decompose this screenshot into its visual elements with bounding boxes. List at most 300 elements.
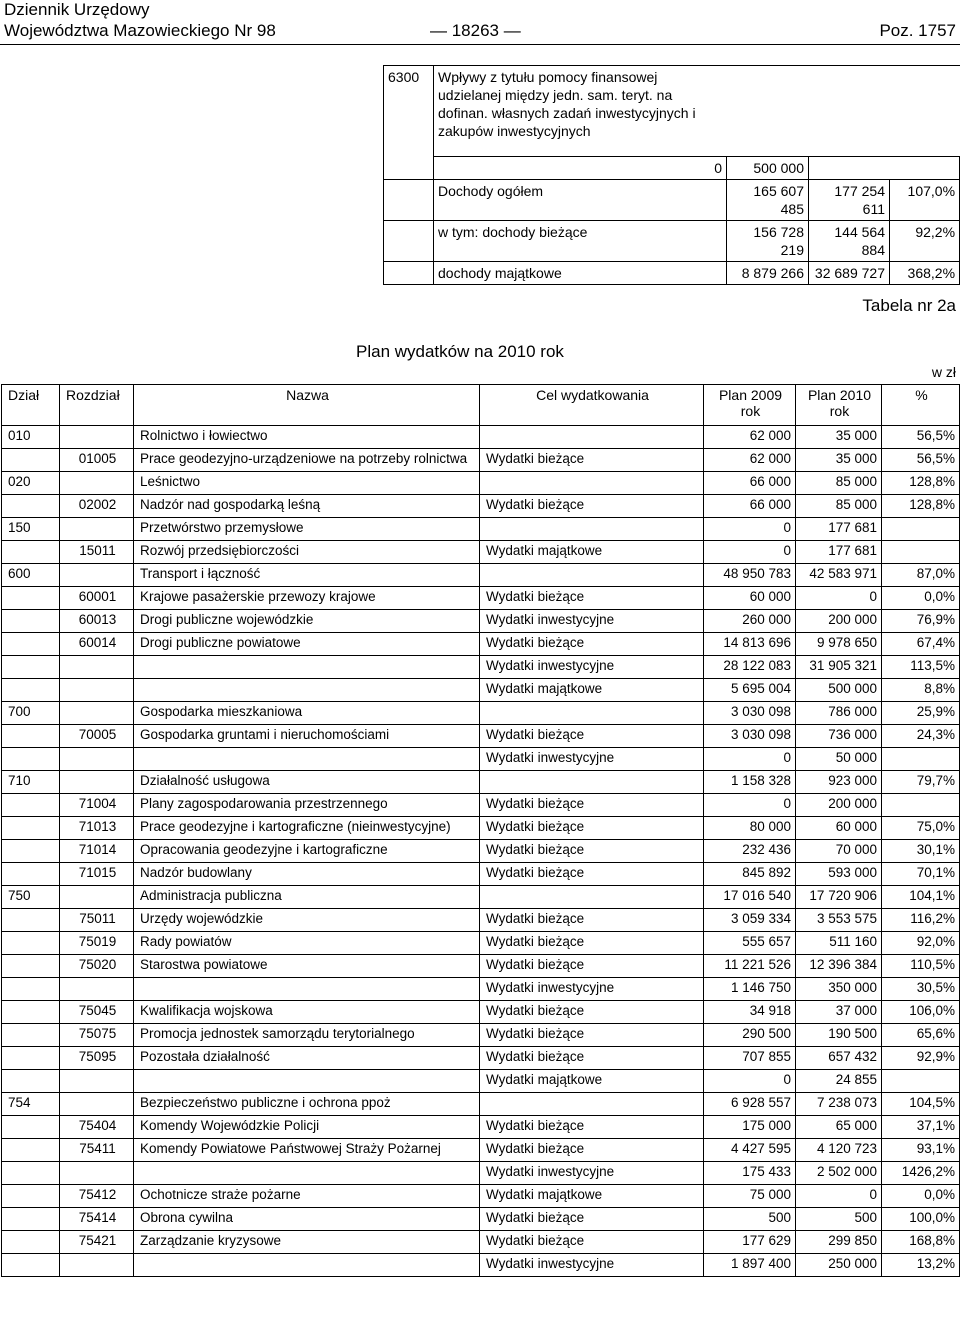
cell-rozdzial: 71014	[60, 840, 134, 863]
cell-plan2010: 250 000	[796, 1254, 882, 1277]
cell-plan2009: 0	[704, 518, 796, 541]
cell-plan2009: 1 897 400	[704, 1254, 796, 1277]
cell-dzial	[2, 633, 60, 656]
cell-plan2009: 66 000	[704, 472, 796, 495]
cell-cel	[480, 472, 704, 495]
cell-nazwa: Transport i łączność	[134, 564, 480, 587]
cell-nazwa	[134, 1162, 480, 1185]
cell-pct: 75,0%	[882, 817, 960, 840]
cell-plan2009: 290 500	[704, 1024, 796, 1047]
cell-cel: Wydatki bieżące	[480, 955, 704, 978]
income-row-6300-amounts	[384, 157, 960, 180]
income-total-row	[384, 221, 960, 262]
cell-plan2010: 60 000	[796, 817, 882, 840]
cell-nazwa: Rolnictwo i łowiectwo	[134, 426, 480, 449]
cell-pct	[882, 794, 960, 817]
cell-cel: Wydatki bieżące	[480, 449, 704, 472]
cell-plan2010: 923 000	[796, 771, 882, 794]
cell-nazwa: Komendy Powiatowe Państwowej Straży Pożarnej	[134, 1139, 480, 1162]
table-row	[2, 449, 960, 472]
table-row	[2, 1185, 960, 1208]
cell-rozdzial: 71013	[60, 817, 134, 840]
cell-pct: 0,0%	[882, 587, 960, 610]
cell-plan2010: 350 000	[796, 978, 882, 1001]
cell-rozdzial: 71004	[60, 794, 134, 817]
cell-plan2009: 14 813 696	[704, 633, 796, 656]
cell-plan2009: 6 928 557	[704, 1093, 796, 1116]
cell-rozdzial	[60, 656, 134, 679]
table-row	[2, 633, 960, 656]
income-total-c: 368,2%	[890, 262, 960, 285]
cell-plan2010: 85 000	[796, 495, 882, 518]
cell-cel	[480, 702, 704, 725]
cell-pct: 92,0%	[882, 932, 960, 955]
cell-pct: 104,1%	[882, 886, 960, 909]
cell-cel	[480, 564, 704, 587]
cell-plan2010: 190 500	[796, 1024, 882, 1047]
cell-cel: Wydatki inwestycyjne	[480, 978, 704, 1001]
cell-dzial	[2, 1254, 60, 1277]
table-row	[2, 1139, 960, 1162]
table-row	[2, 886, 960, 909]
cell-plan2009: 62 000	[704, 426, 796, 449]
cell-plan2010: 7 238 073	[796, 1093, 882, 1116]
table-row	[2, 794, 960, 817]
cell-nazwa: Komendy Wojewódzkie Policji	[134, 1116, 480, 1139]
cell-cel	[480, 1093, 704, 1116]
cell-nazwa	[134, 1070, 480, 1093]
cell-rozdzial: 02002	[60, 495, 134, 518]
cell-dzial	[2, 610, 60, 633]
cell-rozdzial: 75421	[60, 1231, 134, 1254]
cell-rozdzial: 60013	[60, 610, 134, 633]
cell-plan2010: 657 432	[796, 1047, 882, 1070]
cell-rozdzial	[60, 771, 134, 794]
income-name: Wpływy z tytułu pomocy finansowej udzielanej między jedn. sam. teryt. na dofinan. własnych zadań inwestycyjnych i zakupów inwestycyjnych	[434, 66, 727, 157]
table-row	[2, 909, 960, 932]
cell-dzial	[2, 1024, 60, 1047]
cell-plan2009: 3 030 098	[704, 702, 796, 725]
cell-cel: Wydatki bieżące	[480, 932, 704, 955]
cell-rozdzial	[60, 1070, 134, 1093]
cell-cel: Wydatki inwestycyjne	[480, 748, 704, 771]
cell-pct: 70,1%	[882, 863, 960, 886]
cell-plan2009: 80 000	[704, 817, 796, 840]
cell-pct: 113,5%	[882, 656, 960, 679]
cell-dzial	[2, 817, 60, 840]
cell-cel: Wydatki bieżące	[480, 495, 704, 518]
cell-dzial	[2, 679, 60, 702]
cell-dzial: 700	[2, 702, 60, 725]
table-row	[2, 1231, 960, 1254]
unit-label: w zł	[931, 364, 956, 380]
income-row-6300	[384, 66, 960, 157]
income-amount-a: 0	[434, 157, 727, 180]
table-row	[2, 426, 960, 449]
cell-plan2009: 48 950 783	[704, 564, 796, 587]
table-row	[2, 679, 960, 702]
cell-pct: 93,1%	[882, 1139, 960, 1162]
cell-nazwa: Działalność usługowa	[134, 771, 480, 794]
cell-plan2010: 4 120 723	[796, 1139, 882, 1162]
cell-nazwa: Drogi publiczne powiatowe	[134, 633, 480, 656]
cell-nazwa: Pozostała działalność	[134, 1047, 480, 1070]
cell-dzial: 600	[2, 564, 60, 587]
cell-plan2010: 65 000	[796, 1116, 882, 1139]
cell-nazwa: Plany zagospodarowania przestrzennego	[134, 794, 480, 817]
header-divider	[0, 44, 960, 45]
cell-plan2009: 500	[704, 1208, 796, 1231]
cell-pct: 116,2%	[882, 909, 960, 932]
cell-pct: 106,0%	[882, 1001, 960, 1024]
cell-plan2010: 50 000	[796, 748, 882, 771]
cell-pct: 1426,2%	[882, 1162, 960, 1185]
table-row	[2, 978, 960, 1001]
cell-cel: Wydatki bieżące	[480, 840, 704, 863]
cell-plan2010: 177 681	[796, 541, 882, 564]
cell-dzial	[2, 656, 60, 679]
cell-rozdzial: 75045	[60, 1001, 134, 1024]
cell-plan2010: 2 502 000	[796, 1162, 882, 1185]
cell-plan2009: 0	[704, 1070, 796, 1093]
table-row	[2, 725, 960, 748]
cell-plan2009: 34 918	[704, 1001, 796, 1024]
cell-nazwa: Obrona cywilna	[134, 1208, 480, 1231]
journal-title: Dziennik Urzędowy	[4, 0, 150, 19]
cell-rozdzial	[60, 426, 134, 449]
cell-plan2010: 17 720 906	[796, 886, 882, 909]
cell-nazwa	[134, 748, 480, 771]
cell-dzial	[2, 863, 60, 886]
cell-nazwa: Prace geodezyjno-urządzeniowe na potrzeby rolnictwa	[134, 449, 480, 472]
cell-pct: 56,5%	[882, 449, 960, 472]
income-amount-b: 500 000	[727, 157, 809, 180]
cell-pct: 25,9%	[882, 702, 960, 725]
cell-plan2010: 177 681	[796, 518, 882, 541]
cell-pct	[882, 748, 960, 771]
income-table	[383, 65, 960, 285]
cell-cel: Wydatki bieżące	[480, 909, 704, 932]
cell-nazwa: Przetwórstwo przemysłowe	[134, 518, 480, 541]
cell-rozdzial	[60, 1254, 134, 1277]
cell-cel: Wydatki majątkowe	[480, 1070, 704, 1093]
cell-dzial	[2, 1231, 60, 1254]
cell-plan2010: 593 000	[796, 863, 882, 886]
income-total-c: 107,0%	[890, 180, 960, 221]
table-row	[2, 610, 960, 633]
cell-plan2009: 4 427 595	[704, 1139, 796, 1162]
cell-cel: Wydatki bieżące	[480, 1001, 704, 1024]
cell-dzial	[2, 909, 60, 932]
cell-pct: 100,0%	[882, 1208, 960, 1231]
cell-cel	[480, 886, 704, 909]
cell-nazwa	[134, 978, 480, 1001]
cell-dzial	[2, 1047, 60, 1070]
cell-nazwa: Starostwa powiatowe	[134, 955, 480, 978]
cell-pct: 13,2%	[882, 1254, 960, 1277]
cell-rozdzial: 75412	[60, 1185, 134, 1208]
cell-plan2010: 35 000	[796, 449, 882, 472]
cell-dzial	[2, 1162, 60, 1185]
cell-pct	[882, 518, 960, 541]
cell-cel: Wydatki bieżące	[480, 1231, 704, 1254]
cell-dzial: 754	[2, 1093, 60, 1116]
cell-plan2009: 1 158 328	[704, 771, 796, 794]
cell-cel: Wydatki bieżące	[480, 794, 704, 817]
cell-plan2009: 60 000	[704, 587, 796, 610]
income-total-row	[384, 180, 960, 221]
cell-pct: 37,1%	[882, 1116, 960, 1139]
table-row	[2, 932, 960, 955]
cell-dzial	[2, 1208, 60, 1231]
cell-rozdzial: 01005	[60, 449, 134, 472]
cell-nazwa: Zarządzanie kryzysowe	[134, 1231, 480, 1254]
cell-plan2009: 75 000	[704, 1185, 796, 1208]
cell-plan2010: 786 000	[796, 702, 882, 725]
col-nazwa-header: Nazwa	[134, 385, 480, 426]
col-pct-header: %	[882, 385, 960, 426]
cell-plan2010: 299 850	[796, 1231, 882, 1254]
position-number: Poz. 1757	[879, 21, 956, 40]
cell-plan2010: 37 000	[796, 1001, 882, 1024]
cell-dzial	[2, 748, 60, 771]
cell-cel: Wydatki bieżące	[480, 1024, 704, 1047]
cell-nazwa	[134, 1254, 480, 1277]
income-total-b: 177 254 611	[809, 180, 890, 221]
cell-pct	[882, 541, 960, 564]
income-code: 6300	[384, 66, 434, 180]
cell-plan2010: 736 000	[796, 725, 882, 748]
cell-dzial	[2, 932, 60, 955]
col-cel-header: Cel wydatkowania	[480, 385, 704, 426]
cell-plan2009: 845 892	[704, 863, 796, 886]
cell-cel	[480, 771, 704, 794]
table-row	[2, 564, 960, 587]
cell-rozdzial: 75414	[60, 1208, 134, 1231]
cell-plan2010: 70 000	[796, 840, 882, 863]
table-row	[2, 1024, 960, 1047]
income-total-c: 92,2%	[890, 221, 960, 262]
cell-dzial	[2, 449, 60, 472]
cell-pct: 76,9%	[882, 610, 960, 633]
income-total-a: 165 607 485	[727, 180, 809, 221]
cell-plan2010: 12 396 384	[796, 955, 882, 978]
income-total-a: 8 879 266	[727, 262, 809, 285]
cell-pct: 30,1%	[882, 840, 960, 863]
table-row	[2, 495, 960, 518]
cell-plan2010: 24 855	[796, 1070, 882, 1093]
cell-nazwa: Opracowania geodezyjne i kartograficzne	[134, 840, 480, 863]
table-row	[2, 1093, 960, 1116]
cell-rozdzial: 75404	[60, 1116, 134, 1139]
cell-rozdzial: 71015	[60, 863, 134, 886]
cell-nazwa	[134, 679, 480, 702]
expenditure-table	[1, 384, 960, 1277]
cell-cel: Wydatki bieżące	[480, 633, 704, 656]
cell-plan2009: 0	[704, 794, 796, 817]
cell-dzial	[2, 1185, 60, 1208]
cell-pct: 67,4%	[882, 633, 960, 656]
cell-pct: 65,6%	[882, 1024, 960, 1047]
table-row	[2, 1070, 960, 1093]
cell-nazwa: Leśnictwo	[134, 472, 480, 495]
cell-nazwa: Administracja publiczna	[134, 886, 480, 909]
col-rozdzial-header: Rozdział	[60, 385, 134, 426]
cell-cel: Wydatki majątkowe	[480, 679, 704, 702]
cell-cel: Wydatki bieżące	[480, 1116, 704, 1139]
cell-plan2009: 11 221 526	[704, 955, 796, 978]
table-row	[2, 587, 960, 610]
table-row	[2, 1047, 960, 1070]
cell-nazwa: Ochotnicze straże pożarne	[134, 1185, 480, 1208]
cell-nazwa: Gospodarka gruntami i nieruchomościami	[134, 725, 480, 748]
cell-rozdzial: 15011	[60, 541, 134, 564]
cell-rozdzial: 75011	[60, 909, 134, 932]
cell-nazwa: Rozwój przedsiębiorczości	[134, 541, 480, 564]
cell-nazwa: Krajowe pasażerskie przewozy krajowe	[134, 587, 480, 610]
cell-plan2009: 66 000	[704, 495, 796, 518]
cell-cel: Wydatki inwestycyjne	[480, 1162, 704, 1185]
cell-pct: 79,7%	[882, 771, 960, 794]
table-row	[2, 472, 960, 495]
table-row	[2, 541, 960, 564]
cell-rozdzial	[60, 518, 134, 541]
col-plan2009-header: Plan 2009 rok	[704, 385, 796, 426]
col-plan2010-header: Plan 2010 rok	[796, 385, 882, 426]
cell-rozdzial	[60, 748, 134, 771]
table-row	[2, 702, 960, 725]
cell-dzial: 010	[2, 426, 60, 449]
table-row	[2, 1162, 960, 1185]
table-row	[2, 1208, 960, 1231]
table-row	[2, 1001, 960, 1024]
cell-plan2010: 9 978 650	[796, 633, 882, 656]
cell-rozdzial	[60, 679, 134, 702]
cell-pct: 168,8%	[882, 1231, 960, 1254]
table-row	[2, 518, 960, 541]
cell-dzial	[2, 587, 60, 610]
cell-cel: Wydatki bieżące	[480, 863, 704, 886]
cell-rozdzial: 60014	[60, 633, 134, 656]
cell-nazwa: Urzędy wojewódzkie	[134, 909, 480, 932]
cell-plan2009: 0	[704, 541, 796, 564]
plan-title: Plan wydatków na 2010 rok	[356, 342, 564, 361]
cell-rozdzial	[60, 1093, 134, 1116]
cell-pct: 128,8%	[882, 495, 960, 518]
cell-plan2010: 0	[796, 587, 882, 610]
page-number: — 18263 —	[430, 21, 521, 40]
cell-nazwa: Bezpieczeństwo publiczne i ochrona ppoż	[134, 1093, 480, 1116]
cell-cel	[480, 518, 704, 541]
cell-pct: 0,0%	[882, 1185, 960, 1208]
cell-plan2010: 3 553 575	[796, 909, 882, 932]
cell-pct: 92,9%	[882, 1047, 960, 1070]
cell-dzial	[2, 1001, 60, 1024]
cell-dzial	[2, 1139, 60, 1162]
cell-dzial	[2, 725, 60, 748]
cell-rozdzial: 75075	[60, 1024, 134, 1047]
cell-plan2010: 500 000	[796, 679, 882, 702]
cell-dzial: 750	[2, 886, 60, 909]
cell-dzial	[2, 1116, 60, 1139]
cell-rozdzial	[60, 702, 134, 725]
cell-plan2010: 0	[796, 1185, 882, 1208]
cell-dzial	[2, 541, 60, 564]
table-number-label: Tabela nr 2a	[862, 296, 956, 315]
cell-rozdzial	[60, 564, 134, 587]
cell-rozdzial	[60, 886, 134, 909]
cell-nazwa: Gospodarka mieszkaniowa	[134, 702, 480, 725]
cell-rozdzial	[60, 1162, 134, 1185]
cell-cel: Wydatki majątkowe	[480, 1185, 704, 1208]
journal-subtitle: Województwa Mazowieckiego Nr 98	[4, 21, 276, 40]
cell-cel: Wydatki inwestycyjne	[480, 656, 704, 679]
cell-plan2009: 5 695 004	[704, 679, 796, 702]
cell-plan2010: 200 000	[796, 610, 882, 633]
cell-nazwa: Nadzór budowlany	[134, 863, 480, 886]
cell-cel: Wydatki bieżące	[480, 1208, 704, 1231]
cell-plan2009: 28 122 083	[704, 656, 796, 679]
cell-dzial: 150	[2, 518, 60, 541]
income-total-name: w tym: dochody bieżące	[434, 221, 727, 262]
table-body	[2, 426, 960, 1277]
cell-plan2009: 175 433	[704, 1162, 796, 1185]
cell-nazwa: Promocja jednostek samorządu terytorialnego	[134, 1024, 480, 1047]
table-row	[2, 656, 960, 679]
cell-plan2009: 260 000	[704, 610, 796, 633]
cell-cel: Wydatki inwestycyjne	[480, 1254, 704, 1277]
cell-cel: Wydatki majątkowe	[480, 541, 704, 564]
cell-plan2009: 62 000	[704, 449, 796, 472]
cell-dzial	[2, 794, 60, 817]
cell-rozdzial: 75411	[60, 1139, 134, 1162]
table-row	[2, 1116, 960, 1139]
cell-plan2010: 35 000	[796, 426, 882, 449]
cell-plan2009: 175 000	[704, 1116, 796, 1139]
cell-dzial	[2, 1070, 60, 1093]
cell-plan2010: 31 905 321	[796, 656, 882, 679]
cell-pct: 8,8%	[882, 679, 960, 702]
cell-dzial	[2, 978, 60, 1001]
cell-nazwa: Nadzór nad gospodarką leśną	[134, 495, 480, 518]
income-total-name: dochody majątkowe	[434, 262, 727, 285]
cell-plan2009: 707 855	[704, 1047, 796, 1070]
cell-plan2009: 1 146 750	[704, 978, 796, 1001]
cell-plan2009: 0	[704, 748, 796, 771]
cell-pct: 30,5%	[882, 978, 960, 1001]
table-row	[2, 748, 960, 771]
cell-pct: 104,5%	[882, 1093, 960, 1116]
cell-pct: 128,8%	[882, 472, 960, 495]
cell-pct	[882, 1070, 960, 1093]
cell-cel: Wydatki inwestycyjne	[480, 610, 704, 633]
cell-plan2010: 511 160	[796, 932, 882, 955]
cell-pct: 56,5%	[882, 426, 960, 449]
col-dzial-header: Dział	[2, 385, 60, 426]
table-row	[2, 863, 960, 886]
cell-nazwa: Kwalifikacja wojskowa	[134, 1001, 480, 1024]
cell-nazwa: Prace geodezyjne i kartograficzne (nieinwestycyjne)	[134, 817, 480, 840]
table-row	[2, 840, 960, 863]
income-amount-c	[809, 157, 960, 180]
income-total-b: 32 689 727	[809, 262, 890, 285]
cell-rozdzial: 75019	[60, 932, 134, 955]
cell-rozdzial: 60001	[60, 587, 134, 610]
cell-plan2009: 3 059 334	[704, 909, 796, 932]
cell-plan2009: 3 030 098	[704, 725, 796, 748]
income-total-a: 156 728 219	[727, 221, 809, 262]
cell-plan2009: 232 436	[704, 840, 796, 863]
